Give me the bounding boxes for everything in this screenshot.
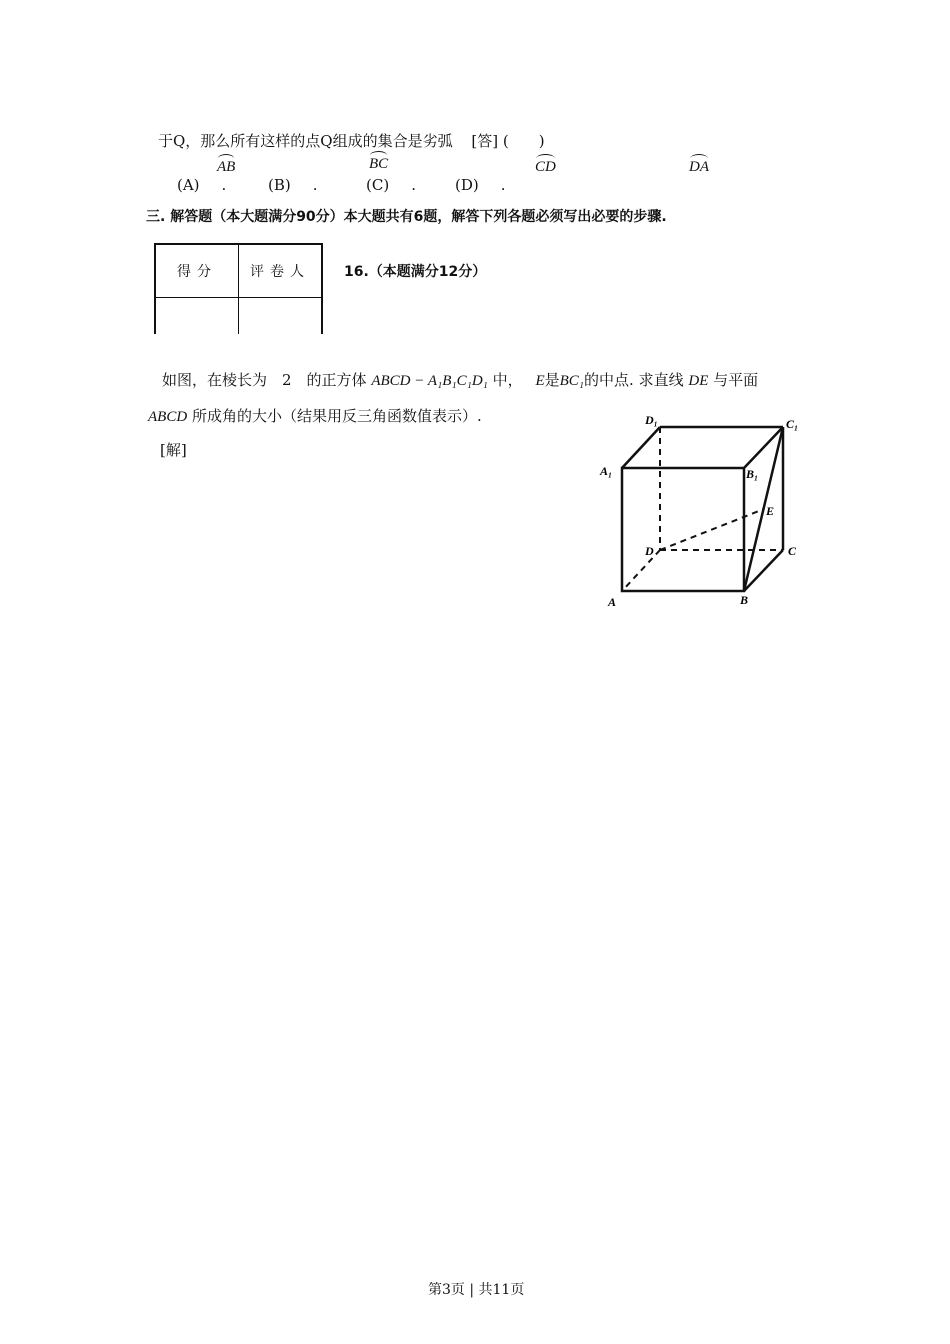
option-d: (D) . [455, 176, 506, 194]
label-e: E [766, 504, 775, 518]
solution-label: [解] [160, 441, 187, 459]
label-a1: A₁ [600, 464, 613, 478]
segment-bc1-line [744, 427, 783, 591]
cube-figure [590, 405, 815, 615]
label-d: D [645, 544, 654, 558]
segment-de [660, 509, 764, 550]
point-e: E [535, 373, 545, 389]
score-table [154, 243, 323, 334]
edge-a1d1 [622, 427, 660, 468]
label-c: C [788, 544, 797, 558]
q15-stem-text: 于Q，那么所有这样的点Q组成的集合是劣弧 [158, 132, 453, 150]
grader-label: 评卷人 [239, 244, 323, 298]
q16-body-line1: 如图，在棱长为 2 的正方体 ABCD − A₁B₁C₁D₁ 中， E是BC₁的中点. 求直线 DE 与平面 [162, 371, 759, 389]
label-d1: D₁ [645, 413, 658, 427]
grader-cell[interactable] [239, 298, 323, 335]
label-c1: C₁ [786, 417, 799, 431]
label-b: B [740, 593, 749, 607]
score-label: 得分 [155, 244, 239, 298]
section-heading: 三. 解答题（本大题满分90分）本大题共有6题，解答下列各题必须写出必要的步骤. [146, 209, 667, 225]
option-c: (C) . [366, 176, 416, 194]
page-footer: 第3页 | 共11页 [428, 1282, 525, 1298]
q16-title: 16.（本题满分12分） [344, 264, 487, 280]
score-cell[interactable] [155, 298, 239, 335]
option-c-arc: CD [535, 159, 556, 175]
option-a-arc: AB [217, 159, 236, 175]
option-b-arc: BC [369, 156, 389, 172]
plane-abcd: ABCD [148, 409, 188, 425]
option-a: (A) . [177, 176, 227, 194]
option-d-arc: DA [689, 159, 709, 175]
line-de: DE [688, 373, 709, 389]
label-a: A [608, 595, 617, 609]
label-b1: B₁ [746, 467, 759, 481]
segment-bc1: BC₁ [559, 373, 585, 389]
q16-body-line2: ABCD 所成角的大小（结果用反三角函数值表示）. [148, 407, 482, 425]
q15-answer-bracket: [答] ( ) [471, 132, 545, 150]
face-front [622, 468, 744, 591]
edge-ad [622, 550, 660, 591]
q15-stem [158, 130, 545, 151]
cube-name: ABCD − A₁B₁C₁D₁ [371, 373, 488, 389]
option-b: (B) . [268, 176, 318, 194]
